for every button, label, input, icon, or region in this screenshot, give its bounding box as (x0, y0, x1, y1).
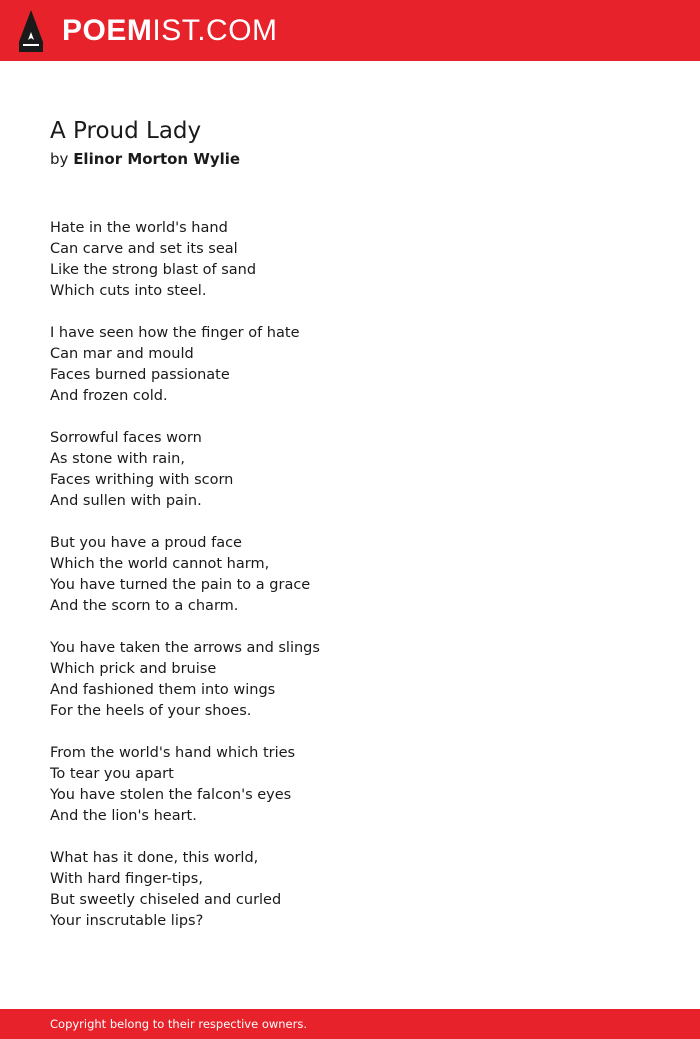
poem-line: And fashioned them into wings (50, 682, 276, 698)
poem-line: Sorrowful faces worn (50, 430, 202, 446)
byline (50, 148, 240, 170)
site-footer (0, 1009, 700, 1039)
poem-line: As stone with rain, (50, 451, 185, 467)
poem-line: Which prick and bruise (50, 661, 217, 677)
poem-line: Can carve and set its seal (50, 241, 238, 257)
poem-line: Hate in the world's hand (50, 220, 228, 236)
poem-line: But sweetly chiseled and curled (50, 892, 282, 908)
poem-line: To tear you apart (50, 766, 174, 782)
logo-text: POEMIST.COM (62, 14, 278, 47)
poem-line: And frozen cold. (50, 388, 168, 404)
stanza (50, 638, 650, 722)
poem-line: From the world's hand which tries (50, 745, 296, 761)
author-name: Elinor Morton Wylie (73, 150, 241, 168)
poem-line: For the heels of your shoes. (50, 703, 252, 719)
site-logo[interactable] (18, 10, 278, 52)
poem-line: You have turned the pain to a grace (50, 577, 311, 593)
poem-line: Like the strong blast of sand (50, 262, 257, 278)
pen-nib-icon (18, 10, 44, 52)
stanza (50, 218, 650, 302)
stanza (50, 533, 650, 617)
stanza (50, 848, 650, 932)
poem-line: Which the world cannot harm, (50, 556, 270, 572)
stanza (50, 743, 650, 827)
copyright-notice: Copyright belong to their respective owners. (50, 1017, 308, 1031)
poem-line: With hard finger-tips, (50, 871, 203, 887)
poem-line: Your inscrutable lips? (50, 913, 204, 929)
poem-line: You have stolen the falcon's eyes (50, 787, 292, 803)
poem-line: What has it done, this world, (50, 850, 259, 866)
poem-line: But you have a proud face (50, 535, 242, 551)
poem-body (50, 218, 650, 953)
poem-line: You have taken the arrows and slings (50, 640, 320, 656)
poem-line: Which cuts into steel. (50, 283, 207, 299)
poem-line: And the scorn to a charm. (50, 598, 239, 614)
poem-line: And the lion's heart. (50, 808, 197, 824)
stanza (50, 428, 650, 512)
poem-line: I have seen how the finger of hate (50, 325, 300, 341)
poem-line: Faces writhing with scorn (50, 472, 234, 488)
stanza (50, 323, 650, 407)
poem-title: A Proud Lady (50, 118, 202, 144)
byline-prefix: by (50, 150, 69, 168)
poem-line: Can mar and mould (50, 346, 194, 362)
poem-line: Faces burned passionate (50, 367, 230, 383)
site-header (0, 0, 700, 61)
poem-line: And sullen with pain. (50, 493, 202, 509)
